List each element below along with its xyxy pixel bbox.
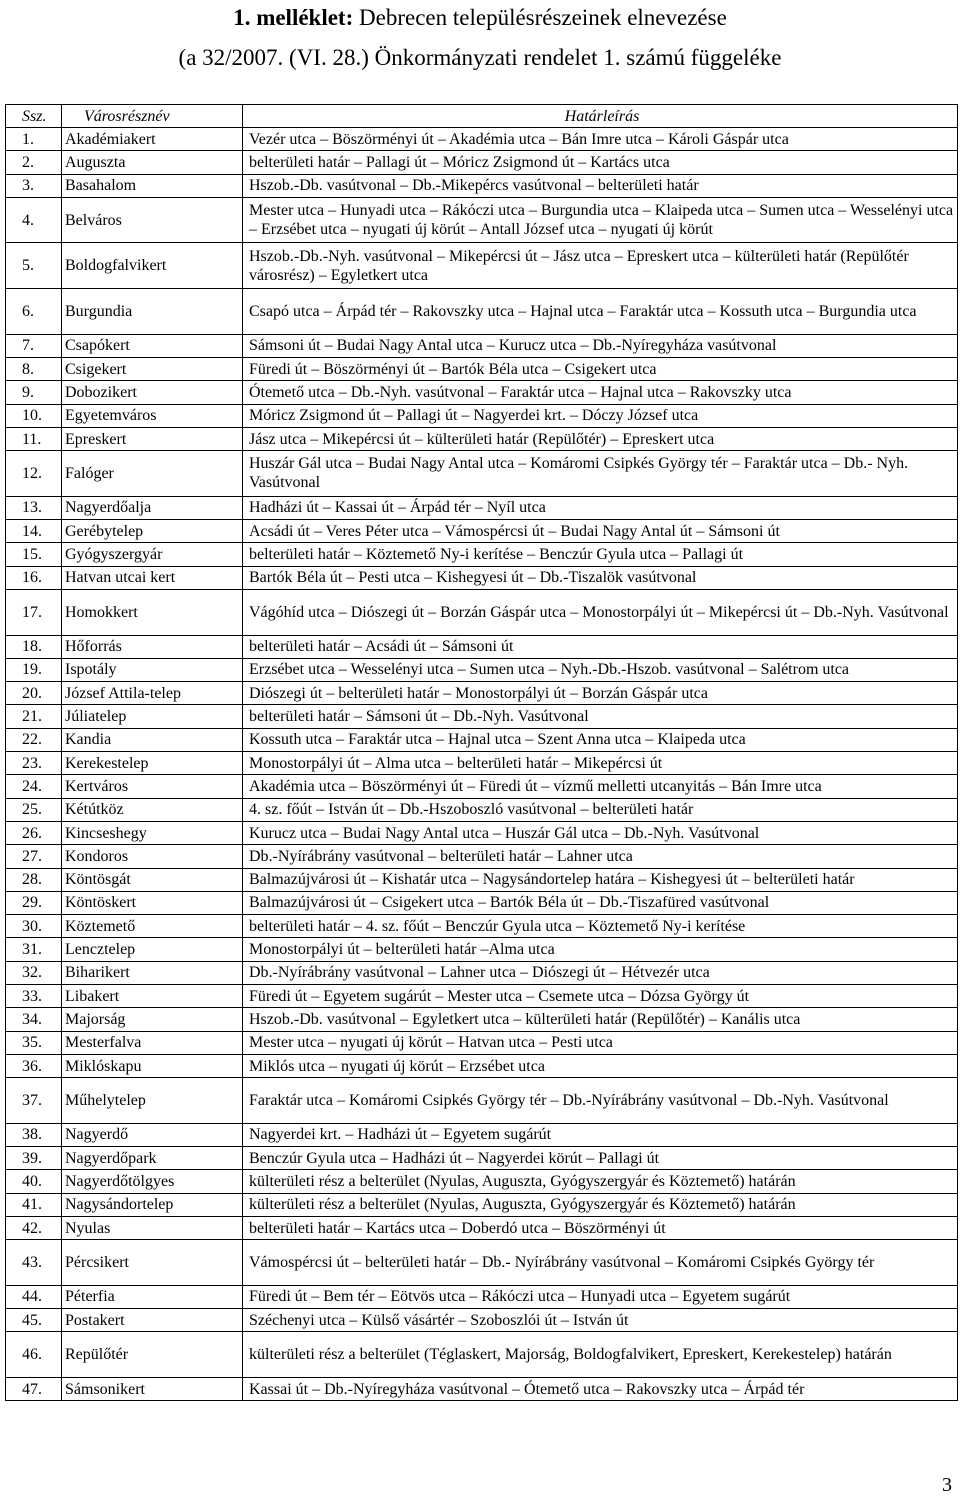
district-name: Hatvan utcai kert — [62, 566, 243, 589]
row-number: 29. — [6, 891, 62, 914]
district-name: Pércsikert — [62, 1240, 243, 1286]
district-name: Nagyerdőtölgyes — [62, 1170, 243, 1193]
boundary-description: Db.-Nyírábrány vasútvonal – belterületi határ – Lahner utca — [243, 845, 958, 868]
row-number: 38. — [6, 1123, 62, 1146]
table-row — [6, 520, 958, 543]
table-row — [6, 658, 958, 681]
row-number: 25. — [6, 798, 62, 821]
district-name: Libakert — [62, 984, 243, 1007]
district-name: Gyógyszergyár — [62, 543, 243, 566]
boundary-description: Monostorpályi út – Alma utca – belterületi határ – Mikepércsi út — [243, 752, 958, 775]
row-number: 2. — [6, 151, 62, 174]
row-number: 16. — [6, 566, 62, 589]
row-number: 36. — [6, 1054, 62, 1077]
boundary-description: Acsádi út – Veres Péter utca – Vámospércsi út – Budai Nagy Antal út – Sámsoni út — [243, 520, 958, 543]
district-name: Burgundia — [62, 289, 243, 335]
row-number: 42. — [6, 1216, 62, 1239]
header-boundary-description: Határleírás — [243, 105, 958, 128]
table-row — [6, 868, 958, 891]
table-row — [6, 1193, 958, 1216]
district-name: Falóger — [62, 451, 243, 497]
row-number: 23. — [6, 752, 62, 775]
row-number: 35. — [6, 1031, 62, 1054]
boundary-description: Mester utca – Hunyadi utca – Rákóczi utca – Burgundia utca – Klaipeda utca – Sumen utca – Wesselényi utca – Erzsébet utca – nyugati új körút – Antall József utca – nyugati új körút — [243, 197, 958, 243]
row-number: 46. — [6, 1332, 62, 1378]
boundary-description: Balmazújvárosi út – Kishatár utca – Nagysándortelep határa – Kishegyesi út – belterületi határ — [243, 868, 958, 891]
table-row — [6, 566, 958, 589]
header-district-name: Városrésznév — [62, 105, 243, 128]
boundary-description: Vámospércsi út – belterületi határ – Db.- Nyírábrány vasútvonal – Komáromi Csipkés György tér — [243, 1240, 958, 1286]
district-name: Lencztelep — [62, 938, 243, 961]
boundary-description: Erzsébet utca – Wesselényi utca – Sumen utca – Nyh.-Db.-Hszob. vasútvonal – Salétrom utca — [243, 658, 958, 681]
table-row — [6, 243, 958, 289]
boundary-description: belterületi határ – Köztemető Ny-i kerítése – Benczúr Gyula utca – Pallagi út — [243, 543, 958, 566]
boundary-description: Füredi út – Böszörményi út – Bartók Béla utca – Csigekert utca — [243, 357, 958, 380]
boundary-description: Faraktár utca – Komáromi Csipkés György tér – Db.-Nyírábrány vasútvonal – Db.-Nyh. Vasútvonal — [243, 1078, 958, 1124]
table-row — [6, 128, 958, 151]
table-row — [6, 404, 958, 427]
boundary-description: Sámsoni út – Budai Nagy Antal utca – Kurucz utca – Db.-Nyíregyháza vasútvonal — [243, 334, 958, 357]
table-row — [6, 496, 958, 519]
table-row — [6, 1078, 958, 1124]
table-row — [6, 961, 958, 984]
table-row — [6, 334, 958, 357]
boundary-description: Akadémia utca – Böszörményi út – Füredi út – vízmű melletti utcanyitás – Bán Imre utca — [243, 775, 958, 798]
table-row — [6, 891, 958, 914]
row-number: 11. — [6, 427, 62, 450]
table-row — [6, 915, 958, 938]
table-row — [6, 775, 958, 798]
district-name: Nagyerdőalja — [62, 496, 243, 519]
boundary-description: belterületi határ – Sámsoni út – Db.-Nyh. Vasútvonal — [243, 705, 958, 728]
boundary-description: Bartók Béla út – Pesti utca – Kishegyesi út – Db.-Tiszalök vasútvonal — [243, 566, 958, 589]
row-number: 12. — [6, 451, 62, 497]
district-name: Mesterfalva — [62, 1031, 243, 1054]
page-number: 3 — [942, 1474, 952, 1496]
table-row — [6, 845, 958, 868]
district-name: Műhelytelep — [62, 1078, 243, 1124]
boundary-description: Hszob.-Db.-Nyh. vasútvonal – Mikepércsi út – Jász utca – Epreskert utca – külterületi határ (Repülőtér városrész) – Egyletkert utca — [243, 243, 958, 289]
row-number: 3. — [6, 174, 62, 197]
row-number: 1. — [6, 128, 62, 151]
boundary-description: Füredi út – Egyetem sugárút – Mester utca – Csemete utca – Dózsa György út — [243, 984, 958, 1007]
row-number: 8. — [6, 357, 62, 380]
row-number: 7. — [6, 334, 62, 357]
boundary-description: Vezér utca – Böszörményi út – Akadémia utca – Bán Imre utca – Károli Gáspár utca — [243, 128, 958, 151]
district-name: Kerekestelep — [62, 752, 243, 775]
boundary-description: Db.-Nyírábrány vasútvonal – Lahner utca – Diószegi út – Hétvezér utca — [243, 961, 958, 984]
boundary-description: belterületi határ – Acsádi út – Sámsoni út — [243, 635, 958, 658]
district-name: Hőforrás — [62, 635, 243, 658]
row-number: 44. — [6, 1285, 62, 1308]
boundary-description: Diószegi út – belterületi határ – Monostorpályi út – Borzán Gáspár utca — [243, 682, 958, 705]
district-name: Köntöskert — [62, 891, 243, 914]
boundary-description: belterületi határ – Pallagi út – Móricz Zsigmond út – Kartács utca — [243, 151, 958, 174]
row-number: 41. — [6, 1193, 62, 1216]
table-row — [6, 174, 958, 197]
row-number: 20. — [6, 682, 62, 705]
row-number: 19. — [6, 658, 62, 681]
boundary-description: belterületi határ – Kartács utca – Doberdó utca – Böszörményi út — [243, 1216, 958, 1239]
table-row — [6, 1123, 958, 1146]
district-name: Köztemető — [62, 915, 243, 938]
district-name: Auguszta — [62, 151, 243, 174]
document-title — [0, 4, 960, 32]
row-number: 24. — [6, 775, 62, 798]
row-number: 21. — [6, 705, 62, 728]
table-row — [6, 381, 958, 404]
table-row — [6, 635, 958, 658]
table-row — [6, 821, 958, 844]
boundary-description: külterületi rész a belterület (Nyulas, Auguszta, Gyógyszergyár és Köztemető) határán — [243, 1170, 958, 1193]
district-name: Biharikert — [62, 961, 243, 984]
row-number: 10. — [6, 404, 62, 427]
row-number: 9. — [6, 381, 62, 404]
table-row — [6, 1309, 958, 1332]
boundary-description: Hadházi út – Kassai út – Árpád tér – Nyíl utca — [243, 496, 958, 519]
district-name: Köntösgát — [62, 868, 243, 891]
row-number: 31. — [6, 938, 62, 961]
district-name: Dobozikert — [62, 381, 243, 404]
row-number: 28. — [6, 868, 62, 891]
boundary-description: Monostorpályi út – belterületi határ –Alma utca — [243, 938, 958, 961]
row-number: 27. — [6, 845, 62, 868]
table-row — [6, 289, 958, 335]
district-name: Gerébytelep — [62, 520, 243, 543]
row-number: 30. — [6, 915, 62, 938]
row-number: 4. — [6, 197, 62, 243]
table-row — [6, 938, 958, 961]
district-name: Postakert — [62, 1309, 243, 1332]
boundary-description: Nagyerdei krt. – Hadházi út – Egyetem sugárút — [243, 1123, 958, 1146]
boundary-description: belterületi határ – 4. sz. főút – Benczúr Gyula utca – Köztemető Ny-i kerítése — [243, 915, 958, 938]
district-name: Kondoros — [62, 845, 243, 868]
row-number: 43. — [6, 1240, 62, 1286]
row-number: 40. — [6, 1170, 62, 1193]
table-row — [6, 589, 958, 635]
boundary-description: Mester utca – nyugati új körút – Hatvan utca – Pesti utca — [243, 1031, 958, 1054]
boundary-description: 4. sz. főút – István út – Db.-Hszoboszló vasútvonal – belterületi határ — [243, 798, 958, 821]
district-name: Kandia — [62, 728, 243, 751]
table-header-row — [6, 105, 958, 128]
table-row — [6, 1285, 958, 1308]
table-row — [6, 1008, 958, 1031]
boundary-description: Csapó utca – Árpád tér – Rakovszky utca – Hajnal utca – Faraktár utca – Kossuth utca – Burgundia utca — [243, 289, 958, 335]
district-name: József Attila-telep — [62, 682, 243, 705]
boundary-description: Füredi út – Bem tér – Eötvös utca – Rákóczi utca – Hunyadi utca – Egyetem sugárút — [243, 1285, 958, 1308]
district-name: Boldogfalvikert — [62, 243, 243, 289]
table-row — [6, 1170, 958, 1193]
district-name: Nagyerdő — [62, 1123, 243, 1146]
district-name: Csapókert — [62, 334, 243, 357]
district-name: Péterfia — [62, 1285, 243, 1308]
table-row — [6, 1240, 958, 1286]
boundary-description: Balmazújvárosi út – Csigekert utca – Bartók Béla út – Db.-Tiszafüred vasútvonal — [243, 891, 958, 914]
row-number: 13. — [6, 496, 62, 519]
row-number: 33. — [6, 984, 62, 1007]
district-name: Homokkert — [62, 589, 243, 635]
boundary-description: Kossuth utca – Faraktár utca – Hajnal utca – Szent Anna utca – Klaipeda utca — [243, 728, 958, 751]
district-name: Egyetemváros — [62, 404, 243, 427]
boundary-description: Hszob.-Db. vasútvonal – Db.-Mikepércs vasútvonal – belterületi határ — [243, 174, 958, 197]
table-row — [6, 705, 958, 728]
title-annex-label: 1. melléklet: — [233, 5, 354, 30]
table-row — [6, 1216, 958, 1239]
boundary-description: külterületi rész a belterület (Nyulas, Auguszta, Gyógyszergyár és Köztemető) határán — [243, 1193, 958, 1216]
header-number: Ssz. — [6, 105, 62, 128]
row-number: 32. — [6, 961, 62, 984]
row-number: 22. — [6, 728, 62, 751]
district-name: Nyulas — [62, 1216, 243, 1239]
boundary-description: Jász utca – Mikepércsi út – külterületi határ (Repülőtér) – Epreskert utca — [243, 427, 958, 450]
row-number: 6. — [6, 289, 62, 335]
table-row — [6, 1332, 958, 1378]
district-name: Kertváros — [62, 775, 243, 798]
boundary-description: Benczúr Gyula utca – Hadházi út – Nagyerdei körút – Pallagi út — [243, 1147, 958, 1170]
district-name: Nagysándortelep — [62, 1193, 243, 1216]
district-name: Belváros — [62, 197, 243, 243]
boundary-description: Huszár Gál utca – Budai Nagy Antal utca – Komáromi Csipkés György tér – Faraktár utca – Db.- Nyh. Vasútvonal — [243, 451, 958, 497]
row-number: 5. — [6, 243, 62, 289]
boundary-description: Ótemető utca – Db.-Nyh. vasútvonal – Faraktár utca – Hajnal utca – Rakovszky utca — [243, 381, 958, 404]
district-name: Csigekert — [62, 357, 243, 380]
row-number: 14. — [6, 520, 62, 543]
row-number: 18. — [6, 635, 62, 658]
table-row — [6, 798, 958, 821]
district-name: Kétútköz — [62, 798, 243, 821]
boundary-description: Hszob.-Db. vasútvonal – Egyletkert utca – külterületi határ (Repülőtér) – Kanális utca — [243, 1008, 958, 1031]
row-number: 37. — [6, 1078, 62, 1124]
district-name: Nagyerdőpark — [62, 1147, 243, 1170]
district-name: Sámsonikert — [62, 1378, 243, 1401]
row-number: 34. — [6, 1008, 62, 1031]
boundary-description: Miklós utca – nyugati új körút – Erzsébet utca — [243, 1054, 958, 1077]
table-row — [6, 1054, 958, 1077]
row-number: 15. — [6, 543, 62, 566]
row-number: 17. — [6, 589, 62, 635]
row-number: 39. — [6, 1147, 62, 1170]
district-name: Basahalom — [62, 174, 243, 197]
boundary-description: külterületi rész a belterület (Téglaskert, Majorság, Boldogfalvikert, Epreskert, Kerekestelep) határán — [243, 1332, 958, 1378]
table-row — [6, 357, 958, 380]
boundary-description: Kassai út – Db.-Nyíregyháza vasútvonal – Ótemető utca – Rakovszky utca – Árpád tér — [243, 1378, 958, 1401]
district-name: Miklóskapu — [62, 1054, 243, 1077]
title-text: Debrecen településrészeinek elnevezése — [353, 5, 727, 30]
row-number: 26. — [6, 821, 62, 844]
table-row — [6, 427, 958, 450]
table-row — [6, 151, 958, 174]
district-name: Júliatelep — [62, 705, 243, 728]
table-row — [6, 984, 958, 1007]
table-row — [6, 728, 958, 751]
row-number: 45. — [6, 1309, 62, 1332]
table-row — [6, 1031, 958, 1054]
district-name: Ispotály — [62, 658, 243, 681]
district-name: Majorság — [62, 1008, 243, 1031]
district-name: Akadémiakert — [62, 128, 243, 151]
table-body — [6, 128, 958, 1401]
table-row — [6, 682, 958, 705]
boundary-description: Kurucz utca – Budai Nagy Antal utca – Huszár Gál utca – Db.-Nyh. Vasútvonal — [243, 821, 958, 844]
boundary-description: Vágóhíd utca – Diószegi út – Borzán Gáspár utca – Monostorpályi út – Mikepércsi út – Db.-Nyh. Vasútvonal — [243, 589, 958, 635]
document-subtitle: (a 32/2007. (VI. 28.) Önkormányzati rendelet 1. számú függeléke — [178, 45, 782, 70]
district-name: Repülőtér — [62, 1332, 243, 1378]
table-row — [6, 543, 958, 566]
table-row — [6, 451, 958, 497]
district-name: Epreskert — [62, 427, 243, 450]
district-table — [5, 104, 958, 1401]
table-row — [6, 197, 958, 243]
table-row — [6, 752, 958, 775]
district-name: Kincseshegy — [62, 821, 243, 844]
table-row — [6, 1147, 958, 1170]
boundary-description: Széchenyi utca – Külső vásártér – Szoboszlói út – István út — [243, 1309, 958, 1332]
row-number: 47. — [6, 1378, 62, 1401]
boundary-description: Móricz Zsigmond út – Pallagi út – Nagyerdei krt. – Dóczy József utca — [243, 404, 958, 427]
table-row — [6, 1378, 958, 1401]
